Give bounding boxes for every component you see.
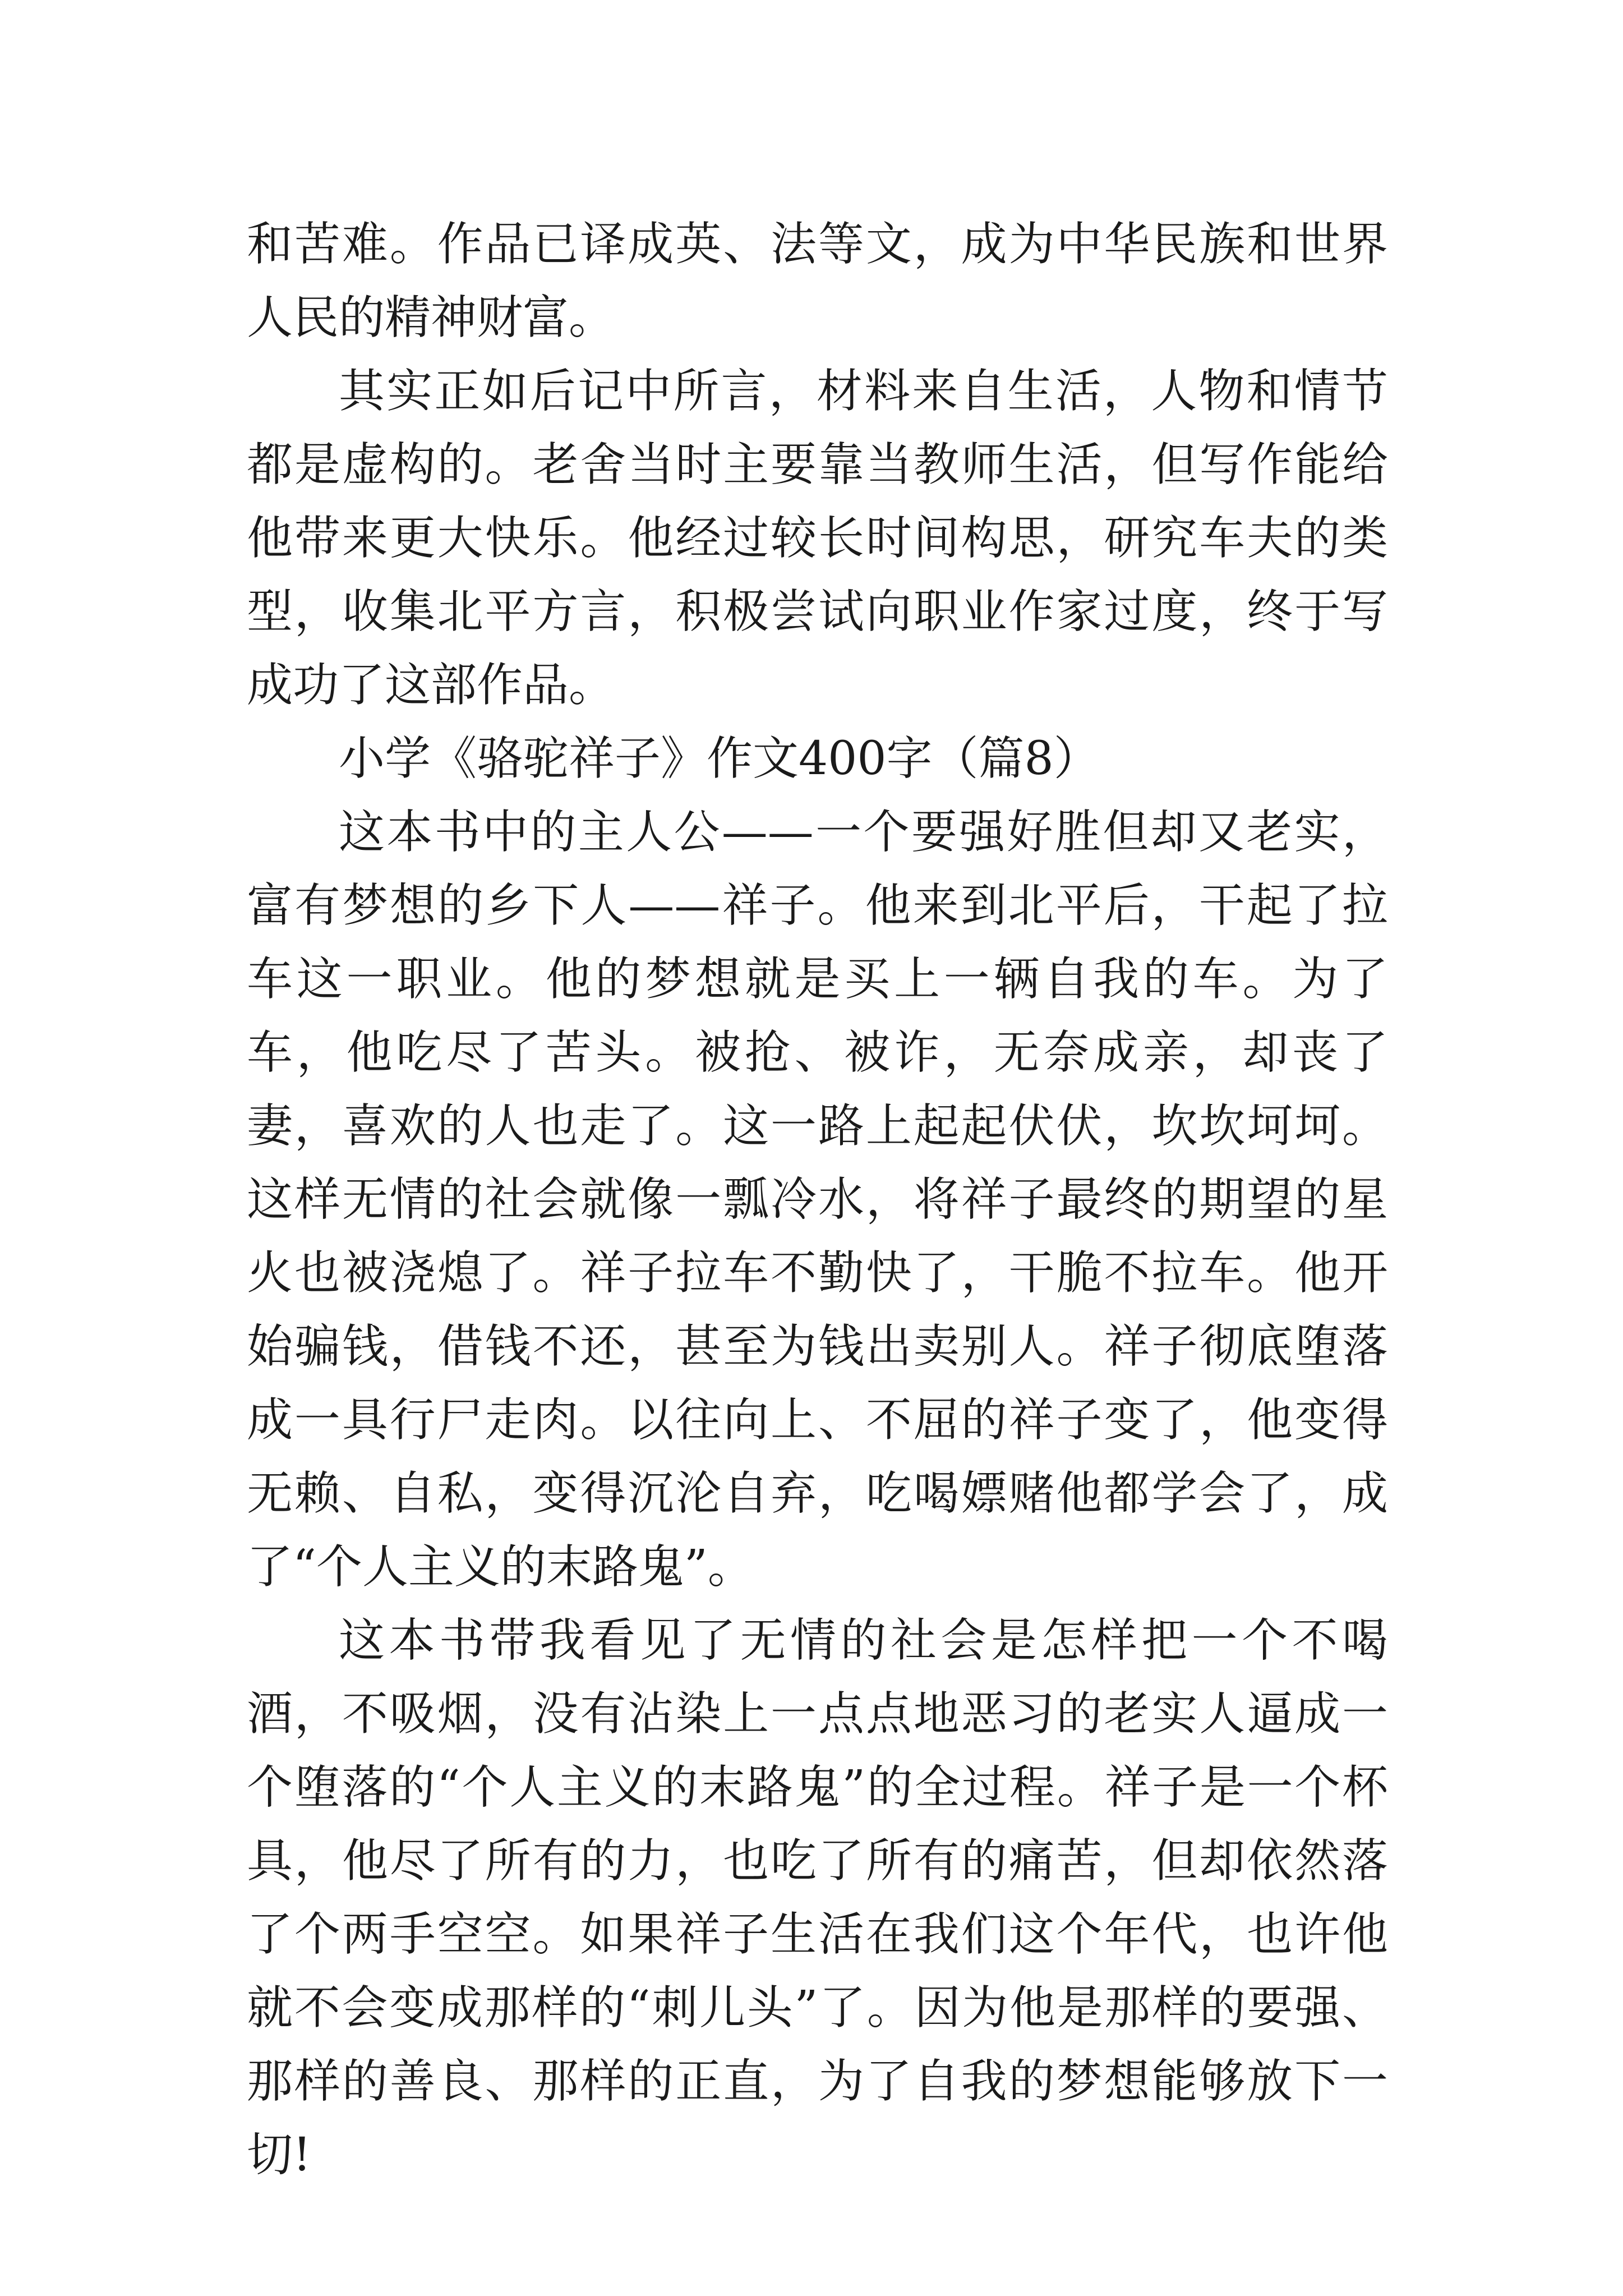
paragraph-afterword: 其实正如后记中所言，材料来自生活，人物和情节都是虚构的。老舍当时主要靠当教师生活，但写作能给他带来更大快乐。他经过较长时间构思，研究车夫的类型，收集北平方言，积极尝试向职业作家过度，终于写成功了这部作品。 — [247, 365, 1388, 712]
paragraph-reflection: 这本书带我看见了无情的社会是怎样把一个不喝酒，不吸烟，没有沾染上一点点地恶习的老实人逼成一个堕落的“个人主义的末路鬼”的全过程。祥子是一个杯具，他尽了所有的力，也吃了所有的痛苦，但却依然落了个两手空空。如果祥子生活在我们这个年代，也许他就不会变成那样的“刺儿头”了。因为他是那样的要强、那样的善良、那样的正直，为了自我的梦想能够放下一切! — [247, 1614, 1388, 2182]
paragraph-continuation: 和苦难。作品已译成英、法等文，成为中华民族和世界人民的精神财富。 — [247, 218, 1388, 344]
document-body — [247, 208, 1388, 2192]
paragraph-story-summary: 这本书中的主人公——一个要强好胜但却又老实，富有梦想的乡下人——祥子。他来到北平后，干起了拉车这一职业。他的梦想就是买上一辆自我的车。为了车，他吃尽了苦头。被抢、被诈，无奈成亲，却丧了妻，喜欢的人也走了。这一路上起起伏伏，坎坎坷坷。这样无情的社会就像一瓢冷水，将祥子最终的期望的星火也被浇熄了。祥子拉车不勤快了，干脆不拉车。他开始骗钱，借钱不还，甚至为钱出卖别人。祥子彻底堕落成一具行尸走肉。以往向上、不屈的祥子变了，他变得无赖、自私，变得沉沦自弃，吃喝嫖赌他都学会了，成了“个人主义的末路鬼”。 — [247, 806, 1388, 1594]
essay-heading: 小学《骆驼祥子》作文400字（篇8） — [339, 732, 1100, 785]
